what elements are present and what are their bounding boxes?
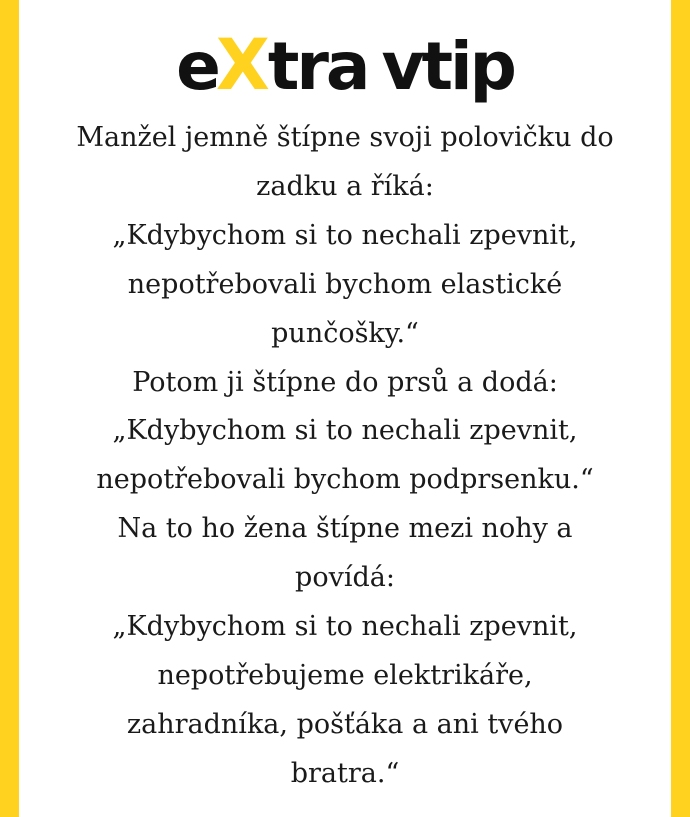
logo-text-vtip: vtip xyxy=(381,28,514,105)
joke-line: Manžel jemně štípne svoji polovičku do xyxy=(76,122,614,153)
joke-line: nepotřebujeme elektrikáře, xyxy=(157,659,533,691)
joke-line: Na to ho žena štípne mezi nohy a xyxy=(117,513,573,545)
joke-line: nepotřebovali bychom elastické xyxy=(127,268,563,300)
extra-vtip-logo xyxy=(0,24,690,106)
right-accent-bar xyxy=(671,0,690,817)
logo-text-x: X xyxy=(215,24,270,106)
joke-line: povídá: xyxy=(295,562,395,594)
joke-line: zadku a říká: xyxy=(256,170,434,202)
logo-text-tra: tra xyxy=(267,28,368,105)
joke-line: Potom ji štípne do prsů a dodá: xyxy=(132,366,558,398)
joke-line: „Kdybychom si to nechali zpevnit, xyxy=(112,611,578,643)
logo-text-e: e xyxy=(176,28,218,105)
joke-line: nepotřebovali bychom podprsenku.“ xyxy=(96,464,594,496)
joke-line: bratra.“ xyxy=(290,757,400,789)
joke-line: punčošky.“ xyxy=(271,317,419,349)
joke-line: zahradníka, pošťáka a ani tvého xyxy=(126,708,564,740)
joke-line: „Kdybychom si to nechali zpevnit, xyxy=(112,415,578,447)
left-accent-bar xyxy=(0,0,19,817)
joke-text xyxy=(28,114,662,799)
joke-line: „Kdybychom si to nechali zpevnit, xyxy=(112,219,578,251)
